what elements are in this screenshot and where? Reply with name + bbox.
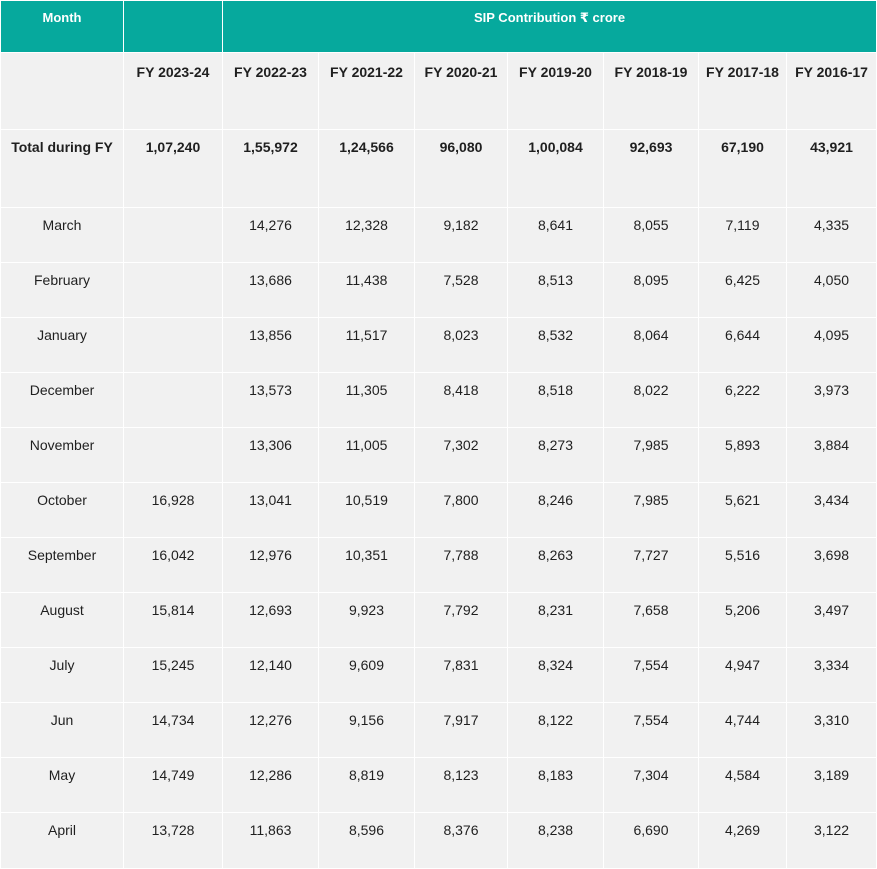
- sip-value-cell: 14,276: [223, 208, 319, 263]
- fiscal-year-header: FY 2018-19: [604, 53, 699, 130]
- sip-value-cell: 5,206: [699, 593, 787, 648]
- sip-value-cell: 8,324: [508, 648, 604, 703]
- month-label-cell: July: [1, 648, 124, 703]
- sip-value-cell: 8,122: [508, 703, 604, 758]
- sip-value-cell: 13,041: [223, 483, 319, 538]
- sip-contribution-group-header: SIP Contribution ₹ crore: [223, 1, 877, 53]
- total-value-cell: 67,190: [699, 130, 787, 208]
- month-label-cell: March: [1, 208, 124, 263]
- total-value-cell: 1,24,566: [319, 130, 415, 208]
- sip-value-cell: 8,064: [604, 318, 699, 373]
- month-label-cell: September: [1, 538, 124, 593]
- sip-value-cell: 3,189: [787, 758, 877, 813]
- month-label-cell: Jun: [1, 703, 124, 758]
- sip-value-cell: 11,005: [319, 428, 415, 483]
- sip-value-cell: 8,819: [319, 758, 415, 813]
- total-value-cell: 1,55,972: [223, 130, 319, 208]
- sip-value-cell: 8,376: [415, 813, 508, 869]
- sip-value-cell: 6,644: [699, 318, 787, 373]
- table-row: [1, 758, 877, 813]
- sip-value-cell: 8,238: [508, 813, 604, 869]
- sip-value-cell: 7,554: [604, 703, 699, 758]
- sip-value-cell: [124, 208, 223, 263]
- sip-value-cell: 7,727: [604, 538, 699, 593]
- sip-value-cell: 12,976: [223, 538, 319, 593]
- sip-value-cell: 15,814: [124, 593, 223, 648]
- blank-header-cell: [124, 1, 223, 53]
- fiscal-year-header: FY 2022-23: [223, 53, 319, 130]
- sip-value-cell: 3,334: [787, 648, 877, 703]
- sip-value-cell: 7,917: [415, 703, 508, 758]
- sip-value-cell: 8,123: [415, 758, 508, 813]
- fiscal-year-header: FY 2019-20: [508, 53, 604, 130]
- fiscal-year-corner-cell: [1, 53, 124, 130]
- sip-value-cell: 9,182: [415, 208, 508, 263]
- sip-value-cell: [124, 263, 223, 318]
- sip-value-cell: 3,122: [787, 813, 877, 869]
- sip-value-cell: 8,022: [604, 373, 699, 428]
- sip-value-cell: 12,140: [223, 648, 319, 703]
- sip-value-cell: 7,800: [415, 483, 508, 538]
- fiscal-year-header: FY 2023-24: [124, 53, 223, 130]
- sip-value-cell: 5,516: [699, 538, 787, 593]
- sip-value-cell: 4,584: [699, 758, 787, 813]
- sip-value-cell: 7,304: [604, 758, 699, 813]
- month-label-cell: December: [1, 373, 124, 428]
- sip-value-cell: 9,923: [319, 593, 415, 648]
- table-row: [1, 648, 877, 703]
- sip-value-cell: 3,310: [787, 703, 877, 758]
- sip-value-cell: 3,497: [787, 593, 877, 648]
- sip-value-cell: 8,095: [604, 263, 699, 318]
- sip-value-cell: 7,788: [415, 538, 508, 593]
- sip-value-cell: 8,023: [415, 318, 508, 373]
- sip-value-cell: 11,305: [319, 373, 415, 428]
- fiscal-year-header: FY 2020-21: [415, 53, 508, 130]
- table-row: [1, 703, 877, 758]
- total-row: [1, 130, 877, 208]
- sip-value-cell: 8,183: [508, 758, 604, 813]
- sip-value-cell: 13,306: [223, 428, 319, 483]
- total-value-cell: 96,080: [415, 130, 508, 208]
- sip-value-cell: 4,335: [787, 208, 877, 263]
- sip-value-cell: 13,728: [124, 813, 223, 869]
- sip-value-cell: 4,744: [699, 703, 787, 758]
- sip-value-cell: 5,893: [699, 428, 787, 483]
- sip-value-cell: 8,641: [508, 208, 604, 263]
- sip-value-cell: 7,985: [604, 483, 699, 538]
- total-value-cell: 43,921: [787, 130, 877, 208]
- sip-value-cell: 9,609: [319, 648, 415, 703]
- total-label-cell: Total during FY: [1, 130, 124, 208]
- sip-value-cell: 8,246: [508, 483, 604, 538]
- sip-value-cell: 5,621: [699, 483, 787, 538]
- sip-value-cell: 12,693: [223, 593, 319, 648]
- table-row: [1, 813, 877, 869]
- sip-value-cell: 16,928: [124, 483, 223, 538]
- month-label-cell: April: [1, 813, 124, 869]
- sip-value-cell: 7,119: [699, 208, 787, 263]
- month-label-cell: August: [1, 593, 124, 648]
- month-column-header: Month: [1, 1, 124, 53]
- sip-value-cell: 3,434: [787, 483, 877, 538]
- sip-value-cell: 11,517: [319, 318, 415, 373]
- sip-value-cell: 7,554: [604, 648, 699, 703]
- sip-value-cell: 3,884: [787, 428, 877, 483]
- table-row: [1, 263, 877, 318]
- sip-value-cell: 4,050: [787, 263, 877, 318]
- sip-value-cell: 8,055: [604, 208, 699, 263]
- sip-value-cell: 6,222: [699, 373, 787, 428]
- sip-value-cell: 15,245: [124, 648, 223, 703]
- fiscal-year-header-row: [1, 53, 877, 130]
- fiscal-year-header: FY 2021-22: [319, 53, 415, 130]
- sip-value-cell: 7,792: [415, 593, 508, 648]
- sip-value-cell: 3,698: [787, 538, 877, 593]
- sip-value-cell: 12,328: [319, 208, 415, 263]
- sip-value-cell: 12,286: [223, 758, 319, 813]
- sip-value-cell: 13,856: [223, 318, 319, 373]
- sip-value-cell: 8,518: [508, 373, 604, 428]
- sip-value-cell: 8,596: [319, 813, 415, 869]
- month-label-cell: November: [1, 428, 124, 483]
- sip-value-cell: 6,690: [604, 813, 699, 869]
- table-row: [1, 593, 877, 648]
- total-value-cell: 1,00,084: [508, 130, 604, 208]
- table-row: [1, 483, 877, 538]
- sip-value-cell: [124, 373, 223, 428]
- sip-value-cell: 14,734: [124, 703, 223, 758]
- table-row: [1, 373, 877, 428]
- sip-value-cell: 8,263: [508, 538, 604, 593]
- sip-value-cell: 16,042: [124, 538, 223, 593]
- sip-value-cell: 8,513: [508, 263, 604, 318]
- sip-value-cell: 12,276: [223, 703, 319, 758]
- sip-value-cell: 8,273: [508, 428, 604, 483]
- sip-value-cell: 7,528: [415, 263, 508, 318]
- sip-value-cell: 13,573: [223, 373, 319, 428]
- sip-value-cell: 13,686: [223, 263, 319, 318]
- table-row: [1, 538, 877, 593]
- table-row: [1, 208, 877, 263]
- sip-value-cell: 8,532: [508, 318, 604, 373]
- sip-value-cell: 11,863: [223, 813, 319, 869]
- month-label-cell: May: [1, 758, 124, 813]
- table-row: [1, 318, 877, 373]
- sip-value-cell: 11,438: [319, 263, 415, 318]
- sip-value-cell: 3,973: [787, 373, 877, 428]
- sip-value-cell: 6,425: [699, 263, 787, 318]
- sip-value-cell: 7,985: [604, 428, 699, 483]
- sip-value-cell: 4,269: [699, 813, 787, 869]
- total-value-cell: 92,693: [604, 130, 699, 208]
- sip-value-cell: 7,302: [415, 428, 508, 483]
- sip-value-cell: 10,519: [319, 483, 415, 538]
- month-label-cell: October: [1, 483, 124, 538]
- sip-value-cell: 9,156: [319, 703, 415, 758]
- fiscal-year-header: FY 2017-18: [699, 53, 787, 130]
- sip-value-cell: 8,418: [415, 373, 508, 428]
- sip-value-cell: 4,947: [699, 648, 787, 703]
- sip-value-cell: 4,095: [787, 318, 877, 373]
- table-row: [1, 428, 877, 483]
- sip-value-cell: [124, 428, 223, 483]
- sip-value-cell: 14,749: [124, 758, 223, 813]
- sip-value-cell: 7,831: [415, 648, 508, 703]
- table-header-row: [1, 1, 877, 53]
- fiscal-year-header: FY 2016-17: [787, 53, 877, 130]
- sip-value-cell: 8,231: [508, 593, 604, 648]
- month-label-cell: February: [1, 263, 124, 318]
- sip-value-cell: 7,658: [604, 593, 699, 648]
- total-value-cell: 1,07,240: [124, 130, 223, 208]
- sip-value-cell: [124, 318, 223, 373]
- month-label-cell: January: [1, 318, 124, 373]
- sip-value-cell: 10,351: [319, 538, 415, 593]
